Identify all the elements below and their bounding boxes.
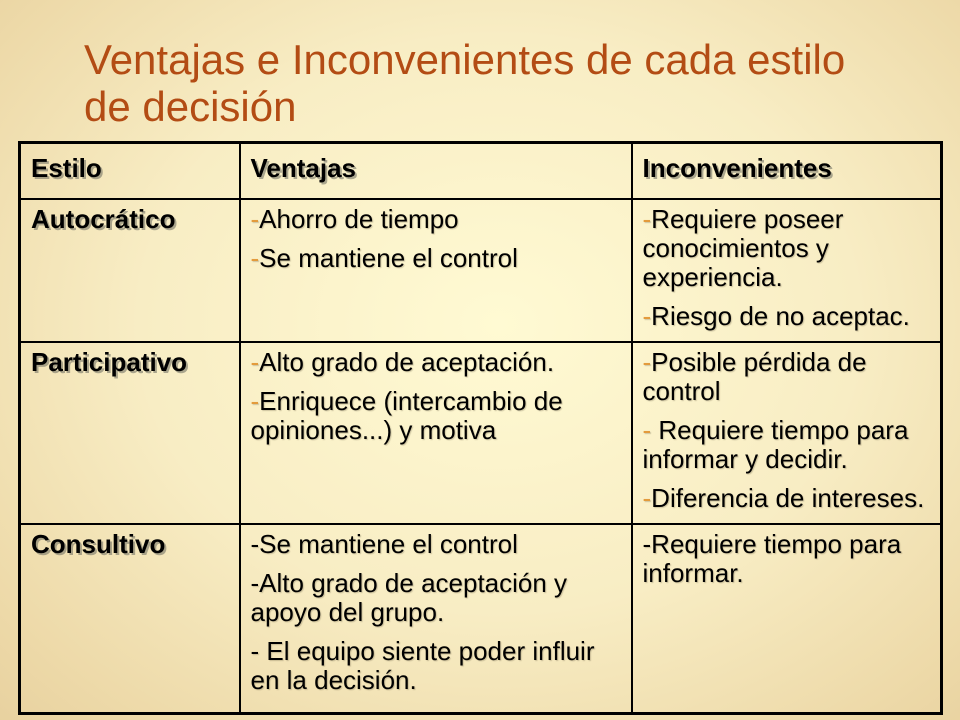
table-row	[20, 524, 942, 714]
decision-styles-table	[18, 141, 943, 715]
disadvantage-item	[643, 484, 935, 513]
item-text: Alto grado de aceptación y apoyo del grupo.	[250, 567, 568, 627]
advantage-item	[251, 205, 625, 234]
item-text: Requiere poseer conocimientos y experiencia.	[642, 203, 844, 292]
style-name-cell: Autocrático	[20, 199, 240, 342]
item-text: El equipo siente poder influir en la decisión.	[250, 635, 595, 695]
header-inconvenientes: Inconvenientes	[632, 143, 942, 199]
table-row	[20, 199, 942, 342]
item-text: Alto grado de aceptación.	[259, 346, 555, 377]
advantages-cell	[240, 524, 632, 714]
advantage-item	[251, 530, 625, 559]
disadvantage-item	[643, 205, 935, 292]
disadvantage-item	[643, 530, 935, 588]
bullet-dash: -	[250, 203, 260, 234]
item-text: Diferencia de intereses.	[651, 482, 925, 513]
advantage-item	[251, 387, 625, 445]
item-text: Se mantiene el control	[259, 528, 518, 559]
header-estilo: Estilo	[20, 143, 240, 199]
item-text: Requiere tiempo para informar.	[642, 528, 902, 588]
advantage-item	[251, 637, 625, 695]
item-text: Posible pérdida de control	[642, 346, 867, 406]
bullet-dash: -	[642, 300, 652, 331]
bullet-dash: -	[642, 414, 659, 445]
table-row	[20, 342, 942, 524]
disadvantages-cell	[632, 342, 942, 524]
bullet-dash: -	[250, 242, 260, 273]
bullet-dash: -	[642, 528, 652, 559]
advantage-item	[251, 244, 625, 273]
table-header-row	[20, 143, 942, 199]
bullet-dash: -	[250, 635, 267, 666]
advantage-item	[251, 348, 625, 377]
bullet-dash: -	[642, 482, 652, 513]
bullet-dash: -	[250, 528, 260, 559]
disadvantage-item	[643, 416, 935, 474]
advantages-cell	[240, 342, 632, 524]
advantages-cell	[240, 199, 632, 342]
disadvantage-item	[643, 348, 935, 406]
item-text: Ahorro de tiempo	[259, 203, 459, 234]
header-ventajas: Ventajas	[240, 143, 632, 199]
disadvantages-cell	[632, 199, 942, 342]
bullet-dash: -	[642, 346, 652, 377]
advantage-item	[251, 569, 625, 627]
item-text: Enriquece (intercambio de opiniones...) y motiva	[250, 385, 563, 445]
item-text: Requiere tiempo para informar y decidir.	[642, 414, 909, 474]
disadvantages-cell	[632, 524, 942, 714]
item-text: Se mantiene el control	[259, 242, 518, 273]
slide-title: Ventajas e Inconvenientes de cada estilo de decisión	[84, 36, 846, 130]
item-text: Riesgo de no aceptac.	[651, 300, 910, 331]
bullet-dash: -	[250, 385, 260, 416]
bullet-dash: -	[642, 203, 652, 234]
style-name-cell: Participativo	[20, 342, 240, 524]
style-name-cell: Consultivo	[20, 524, 240, 714]
bullet-dash: -	[250, 346, 260, 377]
bullet-dash: -	[250, 567, 260, 598]
disadvantage-item	[643, 302, 935, 331]
